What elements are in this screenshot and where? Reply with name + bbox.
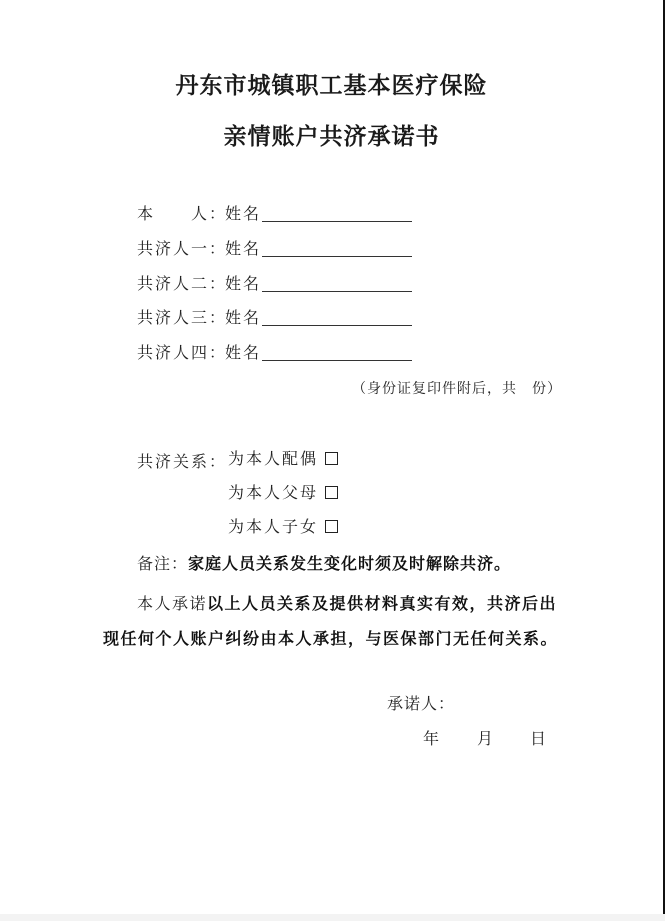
name-input-line[interactable] [262, 256, 412, 257]
person-row-self [137, 203, 261, 225]
relationship-option-parents [228, 482, 318, 504]
person-row-cosharer-1 [137, 238, 261, 260]
name-input-line[interactable] [262, 221, 412, 222]
name-label: 姓名 [225, 308, 262, 327]
spouse-checkbox[interactable] [325, 452, 338, 465]
name-input-line[interactable] [262, 360, 412, 361]
person-label: 共济人四： [137, 343, 228, 362]
name-label: 姓名 [225, 239, 262, 258]
date-year-label: 年 [423, 729, 440, 748]
signer-label: 承诺人： [387, 694, 456, 713]
person-label: 共济人一： [137, 239, 228, 258]
parents-checkbox[interactable] [325, 486, 338, 499]
option-label: 为本人父母 [228, 483, 319, 502]
person-label: 本 人： [137, 204, 228, 223]
person-row-cosharer-2 [137, 273, 261, 295]
option-label: 为本人配偶 [228, 449, 319, 468]
remark-text: 家庭人员关系发生变化时须及时解除共济。 [188, 554, 512, 573]
person-label: 共济人二： [137, 274, 228, 293]
relationship-label: 共济关系： [137, 452, 228, 471]
document-title-line2: 亲情账户共济承诺书 [223, 123, 440, 150]
name-label: 姓名 [225, 274, 262, 293]
relationship-option-children [228, 516, 318, 538]
person-row-cosharer-3 [137, 307, 261, 329]
date-month-label: 月 [477, 729, 494, 748]
remark [137, 551, 511, 574]
name-label: 姓名 [225, 204, 262, 223]
children-checkbox[interactable] [325, 520, 338, 533]
promise-text: 以上人员关系及提供材料真实有效，共济后出现任何个人账户纠纷由本人承担，与医保部门无任何关系。 [103, 594, 559, 648]
person-row-cosharer-4 [137, 342, 261, 364]
name-input-line[interactable] [262, 325, 412, 326]
name-input-line[interactable] [262, 291, 412, 292]
id-copy-note: （身份证复印件附后，共 份） [352, 381, 562, 397]
remark-prefix: 备注： [137, 554, 189, 573]
promise-prefix: 本人承诺 [137, 594, 208, 613]
date-day-label: 日 [530, 729, 547, 748]
document-title-line1: 丹东市城镇职工基本医疗保险 [175, 72, 488, 99]
name-label: 姓名 [225, 343, 262, 362]
option-label: 为本人子女 [228, 517, 319, 536]
promise-paragraph [103, 586, 573, 656]
person-label: 共济人三： [137, 308, 228, 327]
relationship-option-spouse [228, 448, 318, 470]
